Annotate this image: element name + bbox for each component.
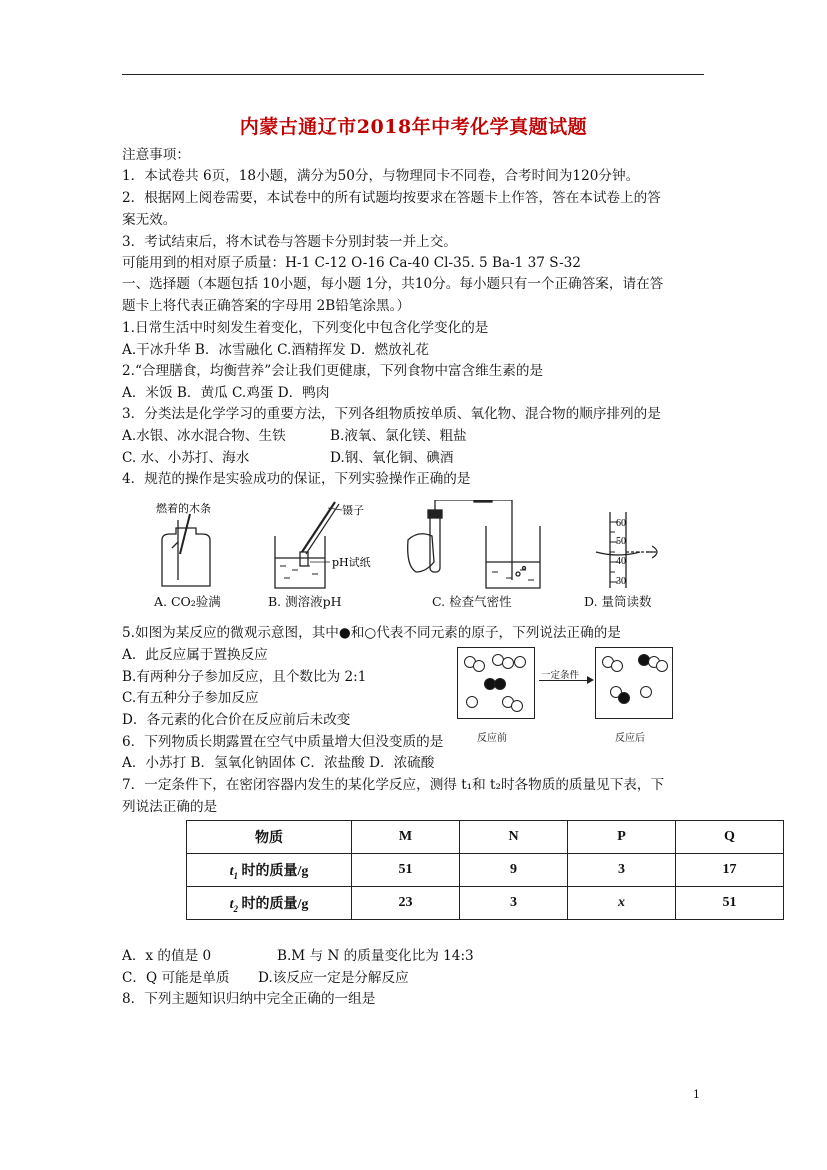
arrow-head	[587, 676, 594, 684]
cell: 9	[460, 854, 568, 887]
note-2b: 案无效。	[122, 212, 177, 228]
table-row	[187, 854, 784, 887]
q5-stem: 5.如图为某反应的微观示意图，其中●和○代表不同元素的原子，下列说法正确的是	[122, 625, 621, 641]
label-tweezers: 镊子	[342, 504, 364, 517]
label-ph-paper: pH试纸	[332, 556, 371, 569]
caption-after: 反应后	[615, 733, 645, 744]
q7-stem-a: 7．一定条件下，在密闭容器内发生的某化学反应，测得 t₁和 t₂时各物质的质量见下表，下	[122, 777, 665, 793]
q7-option-b: B.M 与 N 的质量变化比为 14:3	[277, 948, 474, 964]
label-burning-stick: 燃着的木条	[156, 502, 211, 515]
table-header-row	[187, 821, 784, 854]
page-title: 内蒙古通辽市2018年中考化学真题试题	[239, 116, 588, 138]
box-before	[457, 647, 535, 719]
scale-40: 40	[616, 556, 626, 567]
section1-intro-b: 题卡上将代表正确答案的字母用 2B铅笔涂黑。）	[122, 298, 411, 314]
q6-options: A．小苏打 B．氢氧化钠固体 C．浓盐酸 D．浓硫酸	[122, 755, 435, 771]
q7-mass-table	[186, 820, 784, 920]
q8-stem: 8．下列主题知识归纳中完全正确的一组是	[122, 991, 376, 1007]
cell: 51	[676, 887, 784, 920]
notes-heading: 注意事项：	[122, 147, 190, 163]
note-3: 3．考试结束后，将木试卷与答题卡分别封装一并上交。	[122, 234, 457, 250]
q7-option-c: C．Q 可能是单质	[122, 970, 230, 986]
q5-figure	[455, 645, 675, 745]
q1-stem: 1.日常生活中时刻发生着变化，下列变化中包含化学变化的是	[122, 320, 489, 336]
header-p: P	[568, 821, 676, 854]
scale-50: 50	[616, 536, 626, 547]
q4-stem: 4．规范的操作是实验成功的保证，下列实验操作正确的是	[122, 471, 471, 487]
atomic-mass-line: 可能用到的相对原子质量：H-1 C-12 O-16 Ca-40 Cl-35. 5 Ba-1 37 S-32	[122, 255, 581, 271]
q4-figure	[140, 500, 670, 616]
q2-options: A．米饭 B．黄瓜 C.鸡蛋 D．鸭肉	[122, 385, 330, 401]
cell: x	[568, 887, 676, 920]
section1-intro-a: 一、选择题（本题包括 10小题，每小题 1分，共10分。每小题只有一个正确答案，请在答	[122, 276, 664, 292]
q7-option-a: A．x 的值是 0	[122, 948, 212, 964]
q4-caption-d: D. 量筒读数	[584, 594, 652, 609]
header-n: N	[460, 821, 568, 854]
box-after	[595, 647, 673, 719]
header-substance: 物质	[187, 821, 352, 854]
q4-illustrations	[140, 500, 670, 592]
row-label-t1: $t_1$ 时的质量/g	[187, 854, 352, 887]
q3-option-d: D.钢、氧化铜、碘酒	[330, 450, 454, 466]
cell: 17	[676, 854, 784, 887]
reaction-condition: 一定条件	[541, 670, 580, 681]
note-2a: 2．根据网上阅卷需要，本试卷中的所有试题均按要求在答题卡上作答，答在本试卷上的答	[122, 190, 661, 206]
scale-60: 60	[616, 518, 626, 529]
note-1: 1．本试卷共 6页，18小题，满分为50分，与物理同卡不同卷，合考时间为120分钟。	[122, 168, 640, 184]
header-q: Q	[676, 821, 784, 854]
q5-option-d: D．各元素的化合价在反应前后未改变	[122, 712, 351, 728]
q5-option-a: A．此反应属于置换反应	[122, 647, 268, 663]
cell: 3	[460, 887, 568, 920]
row-label-t2: $t_2$ 时的质量/g	[187, 887, 352, 920]
header-rule	[122, 74, 704, 75]
q6-stem: 6．下列物质长期露置在空气中质量增大但没变质的是	[122, 734, 444, 750]
q2-stem: 2.“合理膳食，均衡营养”会让我们更健康，下列食物中富含维生素的是	[122, 363, 544, 379]
q1-options: A.干冰升华 B．冰雪融化 C.酒精挥发 D．燃放礼花	[122, 342, 429, 358]
cell: 51	[352, 854, 460, 887]
q7-option-d: D.该反应一定是分解反应	[258, 970, 409, 986]
q4-caption-c: C. 检查气密性	[432, 594, 512, 609]
q3-option-c: C. 水、小苏打、海水	[122, 450, 250, 466]
table-row	[187, 887, 784, 920]
cell: 3	[568, 854, 676, 887]
q3-stem: 3．分类法是化学学习的重要方法，下列各组物质按单质、氧化物、混合物的顺序排列的是	[122, 406, 661, 422]
q5-option-c: C.有五种分子参加反应	[122, 690, 259, 706]
scale-30: 30	[616, 576, 626, 587]
q5-option-b: B.有两种分子参加反应，且个数比为 2:1	[122, 669, 367, 685]
q7-stem-b: 列说法正确的是	[122, 799, 218, 815]
cell: 23	[352, 887, 460, 920]
q3-option-b: B.液氧、氯化镁、粗盐	[330, 428, 467, 444]
header-m: M	[352, 821, 460, 854]
page-number: 1	[693, 1088, 700, 1101]
q4-caption-a: A. CO₂验满	[154, 594, 221, 609]
caption-before: 反应前	[477, 733, 507, 744]
q4-caption-b: B. 测溶液pH	[268, 594, 342, 609]
q3-option-a: A.水银、冰水混合物、生铁	[122, 428, 286, 444]
